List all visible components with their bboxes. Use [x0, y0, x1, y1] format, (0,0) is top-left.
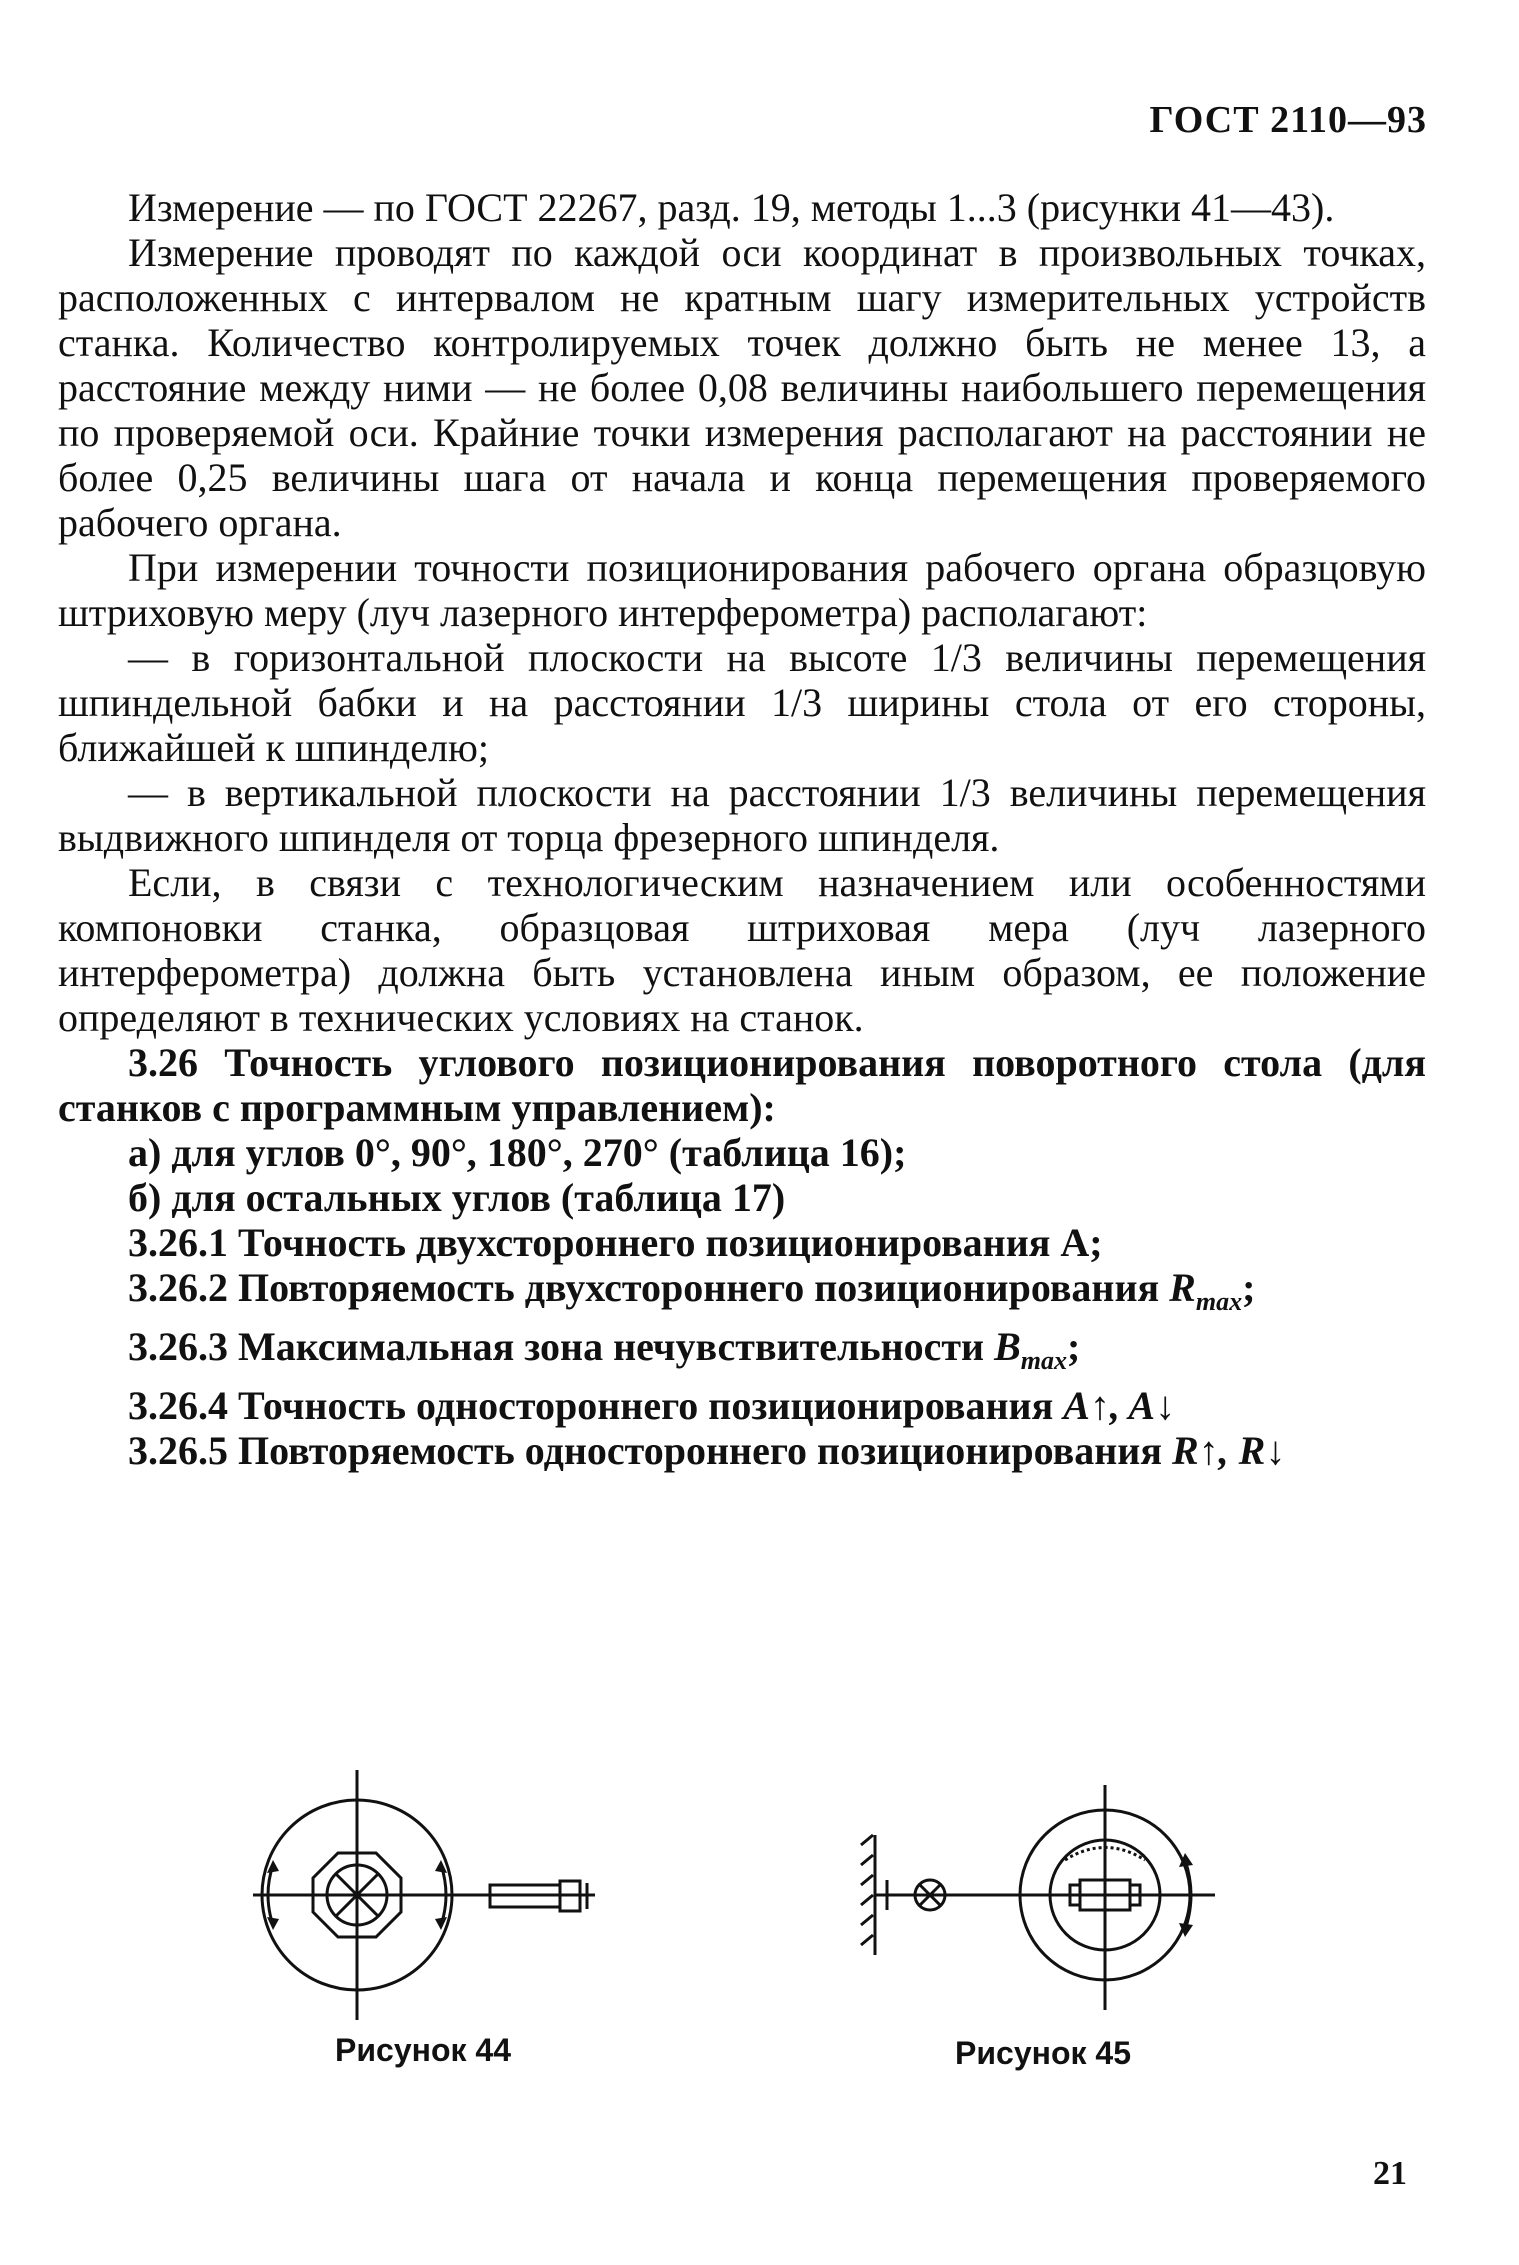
subsection-3-26-5-text: 3.26.5 Повторяемость одностороннего позиционирования	[128, 1428, 1172, 1473]
subsection-3-26-3-text: 3.26.3 Максимальная зона нечувствительности	[128, 1324, 995, 1369]
symbol-r: R	[1169, 1265, 1196, 1310]
subsection-3-26-3	[58, 1324, 1426, 1383]
list-item-b: б) для остальных углов (таблица 17)	[128, 1175, 786, 1220]
paragraph-measurement-procedure: Измерение проводят по каждой оси координат в произвольных точках, расположенных с интервалом не кратным шагу измерительных устройств станка. Количество контролируемых точек должно быть не менее 13, а расстояние между ними — не более 0,08 величины наибольшего перемещения по проверяемой оси. Крайние точки измерения располагают на расстоянии не более 0,25 величины шага от начала и конца перемещения проверяемого рабочего органа.	[58, 230, 1426, 545]
symbol-r-arrows: R↑, R↓	[1171, 1428, 1286, 1473]
symbol-r-subscript: max	[1195, 1287, 1243, 1316]
figure-45-diagram	[855, 1775, 1235, 2015]
figure-44-diagram	[245, 1765, 625, 2025]
subsection-3-26-4	[58, 1383, 1426, 1428]
symbol-b: B	[994, 1324, 1021, 1369]
paragraph-horizontal-plane: — в горизонтальной плоскости на высоте 1/3 величины перемещения шпиндельной бабки и на расстоянии 1/3 ширины стола от его стороны, ближайшей к шпинделю;	[58, 635, 1426, 770]
symbol-a-arrows: A↑, A↓	[1063, 1383, 1176, 1428]
figure-45-caption: Рисунок 45	[955, 2035, 1131, 2071]
paragraph-vertical-plane: — в вертикальной плоскости на расстоянии 1/3 величины перемещения выдвижного шпинделя от торца фрезерного шпинделя.	[58, 770, 1426, 860]
subsection-3-26-3-end: ;	[1067, 1324, 1081, 1369]
subsection-3-26-2	[58, 1265, 1426, 1324]
subsection-3-26-5	[58, 1428, 1426, 1473]
paragraph-alternative-placement: Если, в связи с технологическим назначением или особенностями компоновки станка, образцовая штриховая мера (луч лазерного интерферометра) должна быть установлена иным образом, ее положение определяют в технических условиях на станок.	[58, 860, 1426, 1040]
subsection-3-26-2-text: 3.26.2 Повторяемость двухстороннего позиционирования	[128, 1265, 1170, 1310]
subsection-3-26-2-end: ;	[1242, 1265, 1256, 1310]
section-title-3-26: 3.26 Точность углового позиционирования поворотного стола (для станков с программным управлением):	[58, 1040, 1426, 1130]
paragraph-measurement-reference: Измерение — по ГОСТ 22267, разд. 19, методы 1...3 (рисунки 41—43).	[128, 185, 1335, 230]
subsection-3-26-4-text: 3.26.4 Точность одностороннего позиционирования	[128, 1383, 1064, 1428]
body-text	[58, 185, 1426, 1473]
list-item-a: а) для углов 0°, 90°, 180°, 270° (таблица 16);	[128, 1130, 907, 1175]
page-number: 21	[1373, 2155, 1407, 2192]
subsection-3-26-1: 3.26.1 Точность двухстороннего позиционирования А;	[128, 1220, 1103, 1265]
standard-code-header: ГОСТ 2110—93	[1149, 99, 1427, 141]
paragraph-measure-placement: При измерении точности позиционирования рабочего органа образцовую штриховую меру (луч лазерного интерферометра) располагают:	[58, 545, 1426, 635]
figure-44-caption: Рисунок 44	[335, 2032, 511, 2068]
symbol-b-subscript: max	[1020, 1346, 1068, 1375]
